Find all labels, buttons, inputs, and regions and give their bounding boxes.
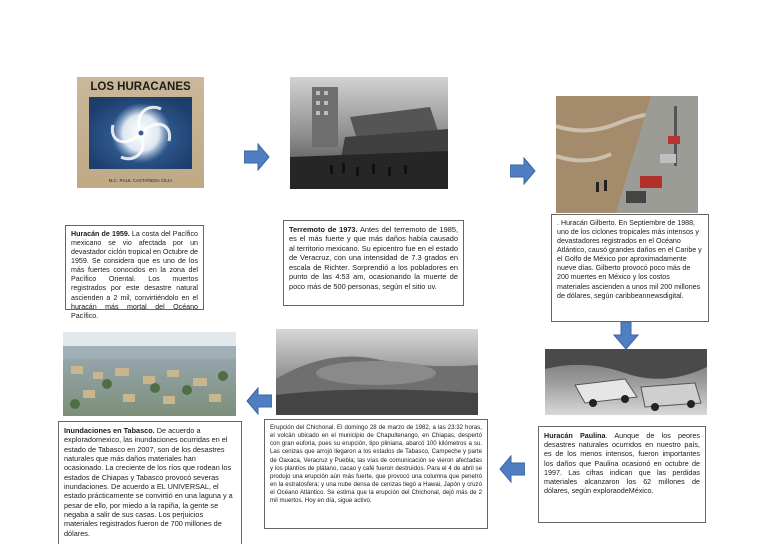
arrow-right-icon: [510, 157, 536, 185]
hurricane-paulina-photo: [545, 349, 707, 415]
hurricane-gilberto-photo: [556, 96, 698, 213]
card-heading: Huracán de 1959.: [71, 230, 130, 238]
volcano-crater-graphic: [276, 329, 478, 415]
arrow-left-icon: [246, 387, 272, 415]
card-body: . Huracán Gilberto. En Septiembre de 1988, uno de los ciclones tropicales más intensos y devastadores registrados en el Océano Atlántico, causó grandes daños en el Caribe y el Golfo de México por aproximadamente nueve días. Gilberto provocó poco más de 200 muertes en México y los costos materiales ascienden a unos mil 200 millones de dólares, según caribbeannewsdigital.: [557, 219, 702, 300]
card-body: Antes del terremoto de 1985, es el más fuerte y que más daños había causado al territorio mexicano. Su epicentro fue en el estado de Veracruz, con una intensidad de 7.3 grados en escala de Richter. Sorprendió a los pobladores en punto de las 4:53 am, ocasionando la muerte de poco más de 500 personas, según el sitio uv.: [289, 225, 458, 291]
card-heading: Terremoto de 1973.: [289, 225, 358, 234]
earthquake-1973-photo: [290, 77, 448, 189]
chichonal-volcano-photo: [276, 329, 478, 415]
card-huracan-gilberto: [551, 214, 709, 322]
flooded-town-graphic: [63, 332, 236, 416]
card-body: Erupción del Chichonal. El domingo 28 de marzo de 1982, a las 23:32 horas, el volcán ubicado en el municipio de Chapultenango, en Chiapas, despertó con gran euforia, pues su erupción, tipo pliniana, abarcó 100 kilómetros a su. Las cenizas que arrojó llegaron a los estados de Tabasco, Campeche y parte de Oaxaca, Veracruz y Puebla; las vías de comunicación se vieron afectadas y los plantíos de plátano, cacao y café fueron destruidos. Para el 4 de abril se produjo una erupción aún más fuerte, que provocó una columna que penetró en la estratosfera; y una nube densa de cenizas llegó a Hawai, Japón y cruzó el Océano Atlántico. Se estima que la erupción del Chichonal, dejó más de 2 mil muertos. Hoy en día, sigue activo.: [270, 424, 482, 505]
card-body: La costa del Pacífico mexicano se vio afectada por un devastador ciclón tropical en Octubre de 1959. Se considera que es uno de los más fuertes conocidos en la zona del Pacífico Oriental. Los muertos registrados por este desastre natural ascienden a 2 mil, convirtiéndolo en el huracán más mortal del Océano Pacífico.: [71, 230, 198, 320]
card-heading: Huracán Paulina: [544, 431, 606, 440]
arrow-right-icon: [244, 143, 270, 171]
card-body: . Aunque de los peores desastres naturales ocurridos en nuestro país, es de los menos intensos, fueron importantes los daños que Paulina ocasionó en octubre de 1997. Las cifras indican que las perdidas materiales alcanzaron los 62 millones de dólares, según exploraodeMéxico.: [544, 431, 701, 496]
hurricane-satellite-graphic: [77, 77, 204, 188]
collapsed-building-graphic: [290, 77, 448, 189]
arrow-down-icon: [613, 322, 639, 350]
arrow-left-icon: [499, 455, 525, 483]
flooded-street-graphic: [556, 96, 698, 213]
card-erupcion-chichonal: [264, 419, 488, 529]
tabasco-flood-photo: [63, 332, 236, 416]
cover-huracanes-image: [77, 77, 204, 188]
cover-author: M.C. RAUL CASTAÑEDA CEJA: [108, 178, 173, 183]
damaged-cars-graphic: [545, 349, 707, 415]
card-body: De acuerdo a exploradomexico, las inundaciones ocurridas en el estado de Tabasco en 2007, son de los desastres naturales que más daños materiales han ocasionado. La creciente de los ríos que rodean los estados de Chiapas y Tabasco provocó severas inundaciones. De acuerdo a EL UNIVERSAL, el estado prácticamente se convirtió en una laguna y a pesar de ello, por miedo a la rapiña, la gente se negaba a salir de sus casas. Los perjuicios materiales registrados fueron de 700 millones de dólares.: [64, 426, 233, 538]
card-huracan-paulina: [538, 426, 706, 523]
card-inundaciones-tabasco: [58, 421, 242, 544]
card-terremoto-1973: [283, 220, 464, 306]
cover-title: LOS HURACANES: [90, 81, 191, 93]
card-heading: Inundaciones en Tabasco.: [64, 426, 155, 435]
card-huracan-1959: [65, 225, 204, 320]
